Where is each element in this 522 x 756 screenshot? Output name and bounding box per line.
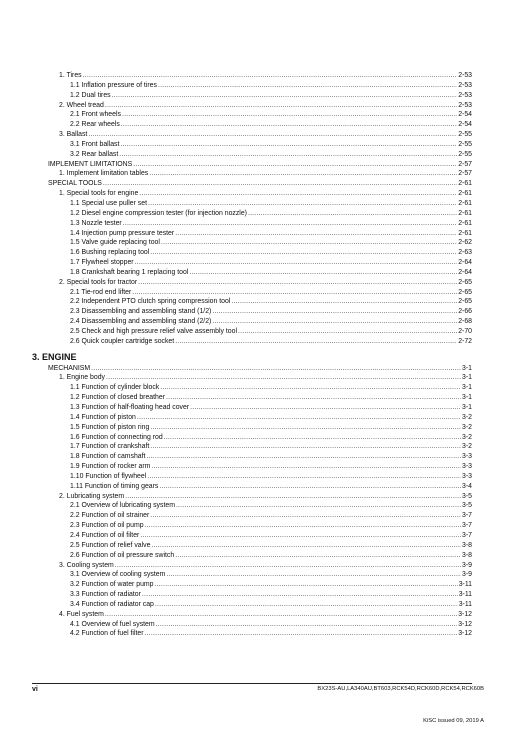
toc-entry[interactable] [32, 570, 472, 580]
toc-section-engine [32, 364, 472, 640]
toc-entry-page: 3-1 [462, 404, 472, 411]
toc-entry-label: 1.1 Inflation pressure of tires [70, 81, 157, 89]
toc-entry-label: 1.6 Bushing replacing tool [70, 249, 150, 257]
toc-entry-page: 3-1 [462, 374, 472, 382]
toc-entry[interactable] [32, 629, 472, 639]
page-number: vi [32, 686, 38, 693]
toc-entry-page: 3-11 [458, 591, 472, 599]
toc-entry-label: 2.4 Disassembling and assembling stand (2/2) [70, 318, 212, 326]
toc-entry-page: 3-1 [462, 364, 472, 372]
toc-entry-label: 2.5 Check and high pressure relief valve assembly tool [70, 327, 237, 335]
toc-entry[interactable] [32, 337, 472, 347]
toc-entry-label: 1. Engine body [59, 374, 105, 382]
toc-entry[interactable] [32, 442, 472, 452]
table-of-contents [32, 71, 472, 639]
dot-leader [149, 169, 457, 179]
toc-entry-page: 3-2 [462, 433, 472, 441]
toc-entry-label: 1.4 Injection pump pressure tester [70, 229, 175, 237]
dot-leader [120, 140, 457, 150]
toc-entry-page: 2-57 [458, 160, 472, 168]
toc-entry-page: 2-53 [458, 72, 472, 79]
toc-entry-page: 2-54 [458, 121, 472, 129]
toc-entry-page: 2-65 [458, 288, 472, 296]
toc-entry[interactable] [32, 258, 472, 268]
toc-entry-label: 1.8 Crankshaft bearing 1 replacing tool [70, 268, 189, 276]
toc-entry-page: 2-55 [458, 140, 472, 148]
toc-entry-label: 2. Wheel tread [59, 101, 104, 109]
toc-section-implements [32, 71, 472, 347]
toc-entry-label: 1.2 Function of closed breather [70, 394, 165, 402]
toc-entry-page: 2-62 [458, 239, 472, 247]
toc-entry-label: 3. Cooling system [59, 561, 114, 569]
toc-entry-label: 1.10 Function of flywheel [70, 472, 147, 480]
toc-entry-label: 3.4 Function of radiator cap [70, 600, 154, 608]
dot-leader [106, 373, 461, 383]
dot-leader [212, 307, 457, 317]
toc-entry[interactable] [32, 219, 472, 229]
toc-entry-page: 3-3 [462, 463, 472, 471]
dot-leader [140, 531, 461, 541]
toc-entry-label: 2.2 Function of oil strainer [70, 512, 150, 520]
toc-entry[interactable] [32, 238, 472, 248]
toc-entry-label: 1. Tires [59, 72, 82, 79]
toc-entry-page: 2-61 [458, 209, 472, 217]
toc-entry-page: 3-5 [462, 492, 472, 500]
toc-entry[interactable] [32, 501, 472, 511]
toc-entry-page: 3-9 [462, 561, 472, 569]
toc-entry-label: 1. Implement limitation tables [59, 170, 149, 178]
dot-leader [160, 383, 461, 393]
toc-entry-page: 2-64 [458, 268, 472, 276]
toc-entry-label: 3.3 Function of radiator [70, 591, 141, 599]
dot-leader [123, 219, 457, 229]
dot-leader [133, 160, 457, 170]
toc-entry-label: 1.2 Diesel engine compression tester (for injection nozzle) [70, 209, 247, 217]
toc-entry-page: 2-61 [458, 180, 472, 188]
dot-leader [148, 199, 457, 209]
toc-entry[interactable] [32, 620, 472, 630]
toc-entry-label: 1.11 Function of timing gears [70, 482, 159, 490]
toc-entry-page: 3-3 [462, 472, 472, 480]
toc-entry-page: 3-2 [462, 413, 472, 421]
toc-entry-page: 3-2 [462, 443, 472, 451]
toc-entry[interactable] [32, 179, 472, 189]
dot-leader [88, 130, 457, 140]
toc-entry-label: 2.1 Front wheels [70, 111, 121, 119]
dot-leader [164, 433, 461, 443]
dot-leader [189, 268, 457, 278]
toc-entry[interactable] [32, 101, 472, 111]
dot-leader [115, 561, 461, 571]
dot-leader [175, 337, 457, 347]
dot-leader [176, 501, 461, 511]
dot-leader [156, 620, 458, 630]
toc-entry-page: 2-55 [458, 131, 472, 139]
toc-entry-label: 1.2 Dual tires [70, 91, 111, 99]
toc-entry[interactable] [32, 423, 472, 433]
toc-entry[interactable] [32, 551, 472, 561]
toc-entry-label: 3.1 Overview of cooling system [70, 571, 166, 579]
dot-leader [161, 238, 457, 248]
dot-leader [175, 229, 457, 239]
toc-entry[interactable] [32, 71, 472, 81]
dot-leader [155, 580, 458, 590]
toc-entry-page: 2-65 [458, 278, 472, 286]
toc-entry-label: 1.8 Function of camshaft [70, 453, 146, 461]
toc-entry-label: 2.6 Quick coupler cartridge socket [70, 337, 175, 345]
toc-entry-label: 1. Special tools for engine [59, 190, 139, 198]
toc-entry-page: 3-11 [458, 581, 472, 589]
toc-entry[interactable] [32, 452, 472, 462]
model-list: BX23S-AU,LA340AU,BT603,RCK54D,RCK60D,RCK54,RCK60B [317, 686, 484, 692]
toc-entry-label: 3.2 Rear ballast [70, 150, 119, 158]
toc-entry-label: 4.2 Function of fuel filter [70, 630, 144, 638]
toc-entry-page: 3-12 [458, 610, 472, 618]
toc-entry-label: IMPLEMENT LIMITATIONS [48, 160, 133, 168]
dot-leader [137, 413, 461, 423]
toc-entry-label: 2.5 Function of relief valve [70, 541, 151, 549]
toc-entry-page: 2-61 [458, 199, 472, 207]
toc-entry[interactable] [32, 462, 472, 472]
toc-entry-label: 1.3 Nozzle tester [70, 219, 122, 227]
toc-entry[interactable] [32, 531, 472, 541]
dot-leader [150, 248, 457, 258]
toc-entry[interactable] [32, 403, 472, 413]
toc-entry[interactable] [32, 580, 472, 590]
toc-entry-page: 2-68 [458, 318, 472, 326]
toc-entry[interactable] [32, 130, 472, 140]
dot-leader [112, 91, 458, 101]
toc-entry-label: 1.7 Flywheel stopper [70, 259, 134, 267]
toc-entry-page: 2-61 [458, 190, 472, 198]
toc-entry[interactable] [32, 393, 472, 403]
dot-leader [103, 179, 457, 189]
toc-entry-label: 3.1 Front ballast [70, 140, 120, 148]
toc-entry[interactable] [32, 110, 472, 120]
toc-entry[interactable] [32, 590, 472, 600]
dot-leader [91, 364, 461, 374]
toc-entry[interactable] [32, 383, 472, 393]
toc-entry[interactable] [32, 297, 472, 307]
dot-leader [248, 209, 457, 219]
toc-entry-label: 1.1 Function of cylinder block [70, 384, 160, 392]
dot-leader [132, 288, 457, 298]
toc-entry-page: 2-65 [458, 298, 472, 306]
toc-entry-label: 2.2 Independent PTO clutch spring compression tool [70, 298, 231, 306]
toc-entry-page: 3-7 [462, 531, 472, 539]
toc-entry-label: SPECIAL TOOLS [48, 180, 102, 188]
dot-leader [166, 393, 461, 403]
dot-leader [105, 610, 457, 620]
toc-entry[interactable] [32, 189, 472, 199]
dot-leader [212, 317, 457, 327]
toc-entry[interactable] [32, 288, 472, 298]
dot-leader [155, 600, 458, 610]
toc-entry-page: 3-1 [462, 394, 472, 402]
toc-entry[interactable] [32, 160, 472, 170]
toc-entry[interactable] [32, 610, 472, 620]
toc-entry[interactable] [32, 521, 472, 531]
dot-leader [83, 71, 458, 81]
toc-entry-label: 2.3 Function of oil pump [70, 522, 144, 530]
toc-entry-page: 2-66 [458, 308, 472, 316]
toc-entry-page: 2-70 [458, 327, 472, 335]
toc-entry-page: 3-7 [462, 512, 472, 520]
dot-leader [139, 189, 457, 199]
toc-entry[interactable] [32, 150, 472, 160]
toc-entry-page: 3-8 [462, 551, 472, 559]
toc-entry-page: 3-8 [462, 541, 472, 549]
dot-leader [146, 452, 461, 462]
toc-entry-label: 2.2 Rear wheels [70, 121, 120, 129]
dot-leader [151, 462, 461, 472]
dot-leader [190, 403, 461, 413]
toc-entry-label: 1.1 Special use puller set [70, 199, 147, 207]
toc-entry-label: MECHANISM [48, 364, 91, 372]
toc-entry[interactable] [32, 248, 472, 258]
toc-entry-label: 2.6 Function of oil pressure switch [70, 551, 175, 559]
toc-entry-page: 2-61 [458, 219, 472, 227]
toc-entry[interactable] [32, 482, 472, 492]
toc-entry-label: 2. Lubricating system [59, 492, 125, 500]
toc-entry-label: 1.6 Function of connecting rod [70, 433, 163, 441]
toc-entry[interactable] [32, 492, 472, 502]
toc-entry-label: 4.1 Overview of fuel system [70, 620, 155, 628]
toc-entry[interactable] [32, 169, 472, 179]
toc-entry-label: 3. Ballast [59, 131, 88, 139]
toc-entry[interactable] [32, 278, 472, 288]
toc-entry-page: 3-7 [462, 522, 472, 530]
toc-entry-page: 3-12 [458, 630, 472, 638]
dot-leader [119, 150, 457, 160]
toc-entry[interactable] [32, 600, 472, 610]
dot-leader [145, 629, 458, 639]
toc-entry[interactable] [32, 140, 472, 150]
toc-entry-label: 4. Fuel system [59, 610, 104, 618]
dot-leader [125, 492, 461, 502]
toc-entry-label: 2.1 Tie-rod end lifter [70, 288, 132, 296]
toc-entry[interactable] [32, 433, 472, 443]
issue-notice: KiSC issued 09, 2019 A [423, 718, 484, 724]
toc-entry[interactable] [32, 541, 472, 551]
toc-entry-page: 2-53 [458, 101, 472, 109]
toc-entry-page: 2-64 [458, 259, 472, 267]
toc-entry-label: 2.1 Overview of lubricating system [70, 502, 175, 510]
toc-entry[interactable] [32, 307, 472, 317]
toc-entry[interactable] [32, 120, 472, 130]
toc-entry-page: 2-57 [458, 170, 472, 178]
toc-entry[interactable] [32, 209, 472, 219]
dot-leader [122, 110, 457, 120]
toc-entry-page: 2-53 [458, 91, 472, 99]
toc-entry-page: 3-4 [462, 482, 472, 490]
dot-leader [151, 541, 461, 551]
toc-entry-page: 3-2 [462, 423, 472, 431]
toc-entry-page: 2-63 [458, 249, 472, 257]
toc-entry-page: 3-1 [462, 384, 472, 392]
dot-leader [158, 81, 457, 91]
toc-entry[interactable] [32, 561, 472, 571]
toc-entry[interactable] [32, 364, 472, 374]
toc-entry[interactable] [32, 199, 472, 209]
toc-entry-page: 2-53 [458, 81, 472, 89]
toc-entry-page: 2-61 [458, 229, 472, 237]
dot-leader [150, 423, 461, 433]
dot-leader [147, 472, 461, 482]
toc-entry-page: 2-72 [458, 337, 472, 345]
dot-leader [150, 442, 461, 452]
toc-entry[interactable] [32, 413, 472, 423]
toc-entry[interactable] [32, 472, 472, 482]
toc-entry-label: 1.3 Function of half-floating head cover [70, 404, 190, 411]
toc-entry-page: 3-11 [458, 600, 472, 608]
toc-entry-label: 2.4 Function of oil filter [70, 531, 140, 539]
toc-entry[interactable] [32, 81, 472, 91]
toc-entry[interactable] [32, 91, 472, 101]
dot-leader [150, 511, 461, 521]
toc-entry[interactable] [32, 373, 472, 383]
toc-entry-page: 3-3 [462, 453, 472, 461]
toc-entry[interactable] [32, 229, 472, 239]
toc-entry-label: 1.9 Function of rocker arm [70, 463, 151, 471]
toc-entry-label: 1.5 Function of piston ring [70, 423, 150, 431]
dot-leader [135, 258, 458, 268]
dot-leader [121, 120, 457, 130]
toc-entry[interactable] [32, 327, 472, 337]
toc-entry-label: 2. Special tools for tractor [59, 278, 138, 286]
dot-leader [231, 297, 457, 307]
toc-entry-label: 1.5 Valve guide replacing tool [70, 239, 160, 247]
toc-entry-page: 3-5 [462, 502, 472, 510]
dot-leader [166, 570, 461, 580]
toc-entry-label: 1.4 Function of piston [70, 413, 136, 421]
toc-entry-label: 3.2 Function of water pump [70, 581, 154, 589]
dot-leader [145, 521, 461, 531]
toc-entry[interactable] [32, 511, 472, 521]
dot-leader [138, 278, 457, 288]
toc-entry-page: 2-54 [458, 111, 472, 119]
toc-entry[interactable] [32, 317, 472, 327]
dot-leader [142, 590, 458, 600]
dot-leader [238, 327, 457, 337]
chapter-title: 3. ENGINE [32, 351, 77, 362]
toc-entry[interactable] [32, 268, 472, 278]
dot-leader [159, 482, 461, 492]
toc-entry-page: 3-12 [458, 620, 472, 628]
toc-entry-page: 3-9 [462, 571, 472, 579]
toc-entry-page: 2-55 [458, 150, 472, 158]
toc-entry-label: 2.3 Disassembling and assembling stand (1/2) [70, 308, 212, 316]
dot-leader [175, 551, 461, 561]
footer-divider [32, 683, 472, 684]
toc-entry-label: 1.7 Function of crankshaft [70, 443, 150, 451]
dot-leader [105, 101, 457, 111]
